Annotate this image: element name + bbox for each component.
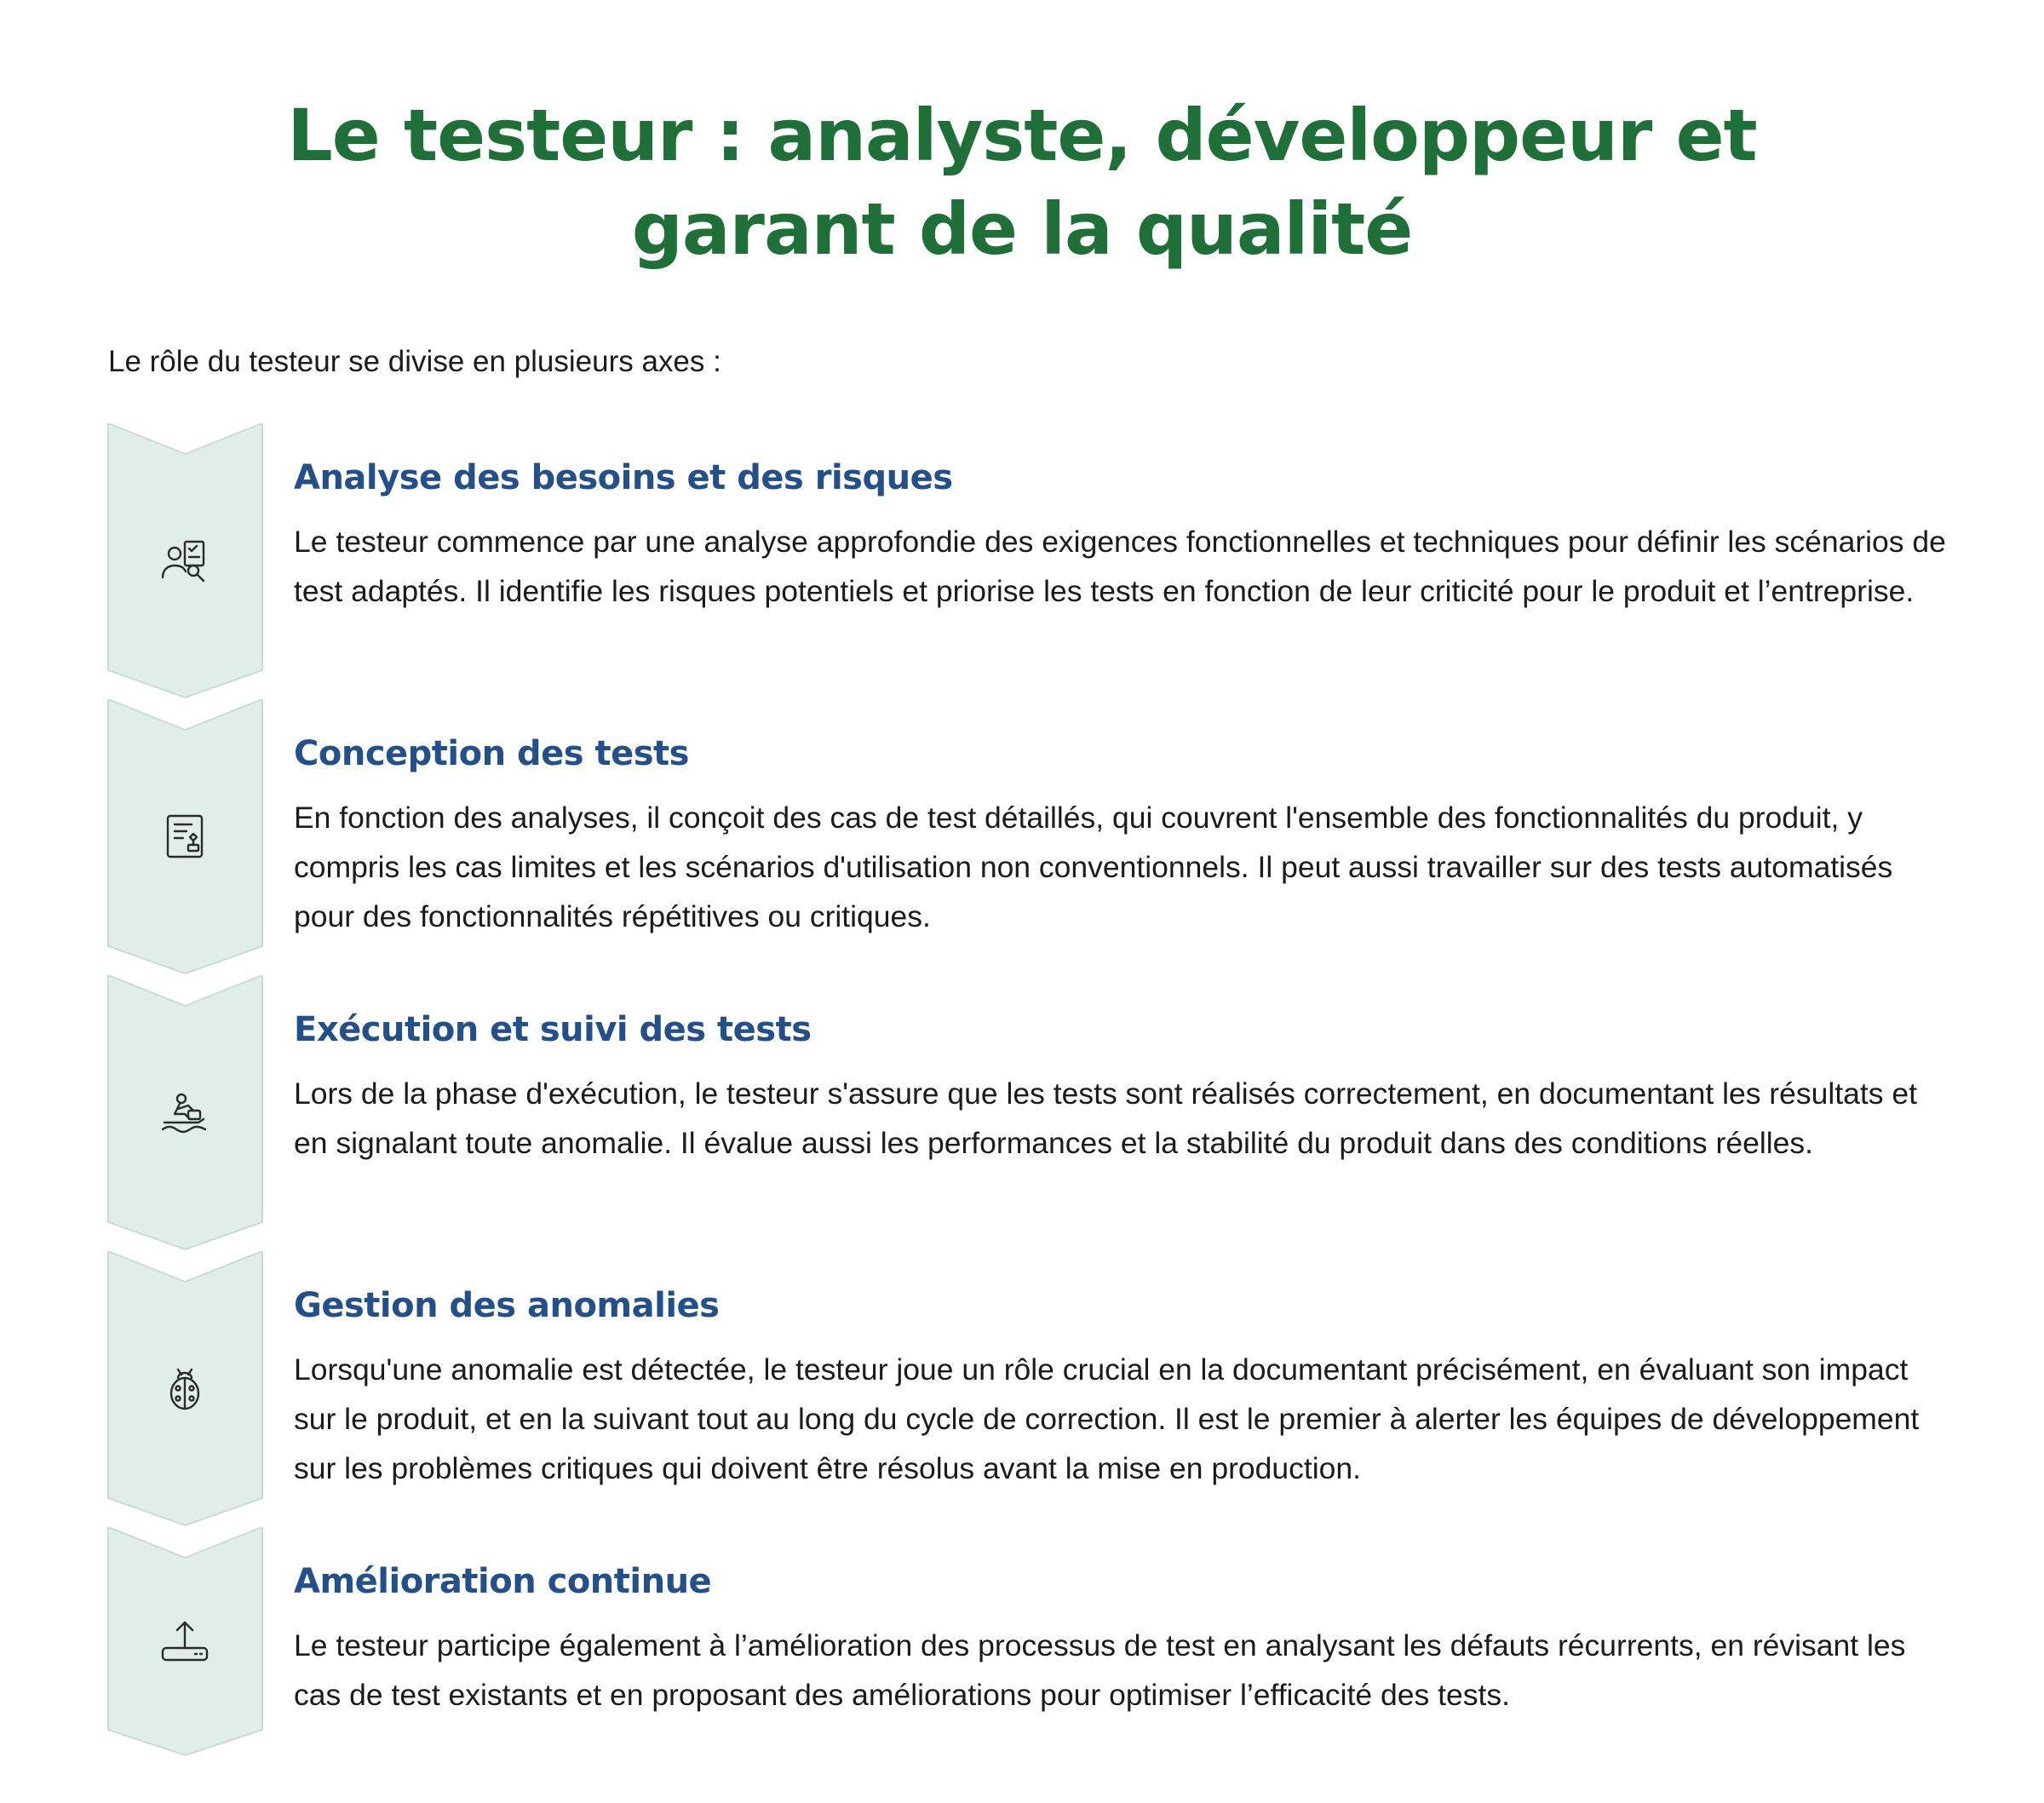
upload-tray-icon bbox=[159, 1616, 210, 1667]
intro-text: Le rôle du testeur se divise en plusieurs axes : bbox=[108, 345, 721, 378]
step-description: Lorsqu'une anomalie est détectée, le testeur joue un rôle crucial en la documentant précisément, en évaluant son impact sur le produit, et en la suivant tout au long du cycle de correction. Il est le premier à alerter les équipes de développement sur les problèmes critiques qui doivent être résolus avant la mise en production. bbox=[294, 1352, 1920, 1485]
bug-icon bbox=[159, 1363, 210, 1414]
page-title: Le testeur : analyste, développeur et garant de la qualité bbox=[287, 94, 1757, 271]
step-title: Gestion des anomalies bbox=[294, 1286, 720, 1325]
test-document-icon bbox=[159, 811, 210, 862]
step-title: Exécution et suivi des tests bbox=[294, 1010, 812, 1049]
step-description: En fonction des analyses, il conçoit des cas de test détaillés, qui couvrent l'ensemble des fonctionnalités du produit, y compris les cas limites et les scénarios d'utilisation non conventionnels. Il peut aussi travailler sur des tests automatisés pour des fonctionnalités répétitives ou critiques. bbox=[294, 801, 1893, 933]
needs-analysis-icon bbox=[159, 535, 210, 586]
step-title: Analyse des besoins et des risques bbox=[294, 458, 953, 497]
execution-person-icon bbox=[159, 1087, 210, 1138]
step-title: Conception des tests bbox=[294, 734, 689, 773]
step-description: Le testeur commence par une analyse approfondie des exigences fonctionnelles et techniques pour définir les scénarios de test adaptés. Il identifie les risques potentiels et priorise les tests en fonction de leur criticité pour le produit et l’entreprise. bbox=[294, 525, 1946, 608]
step-description: Le testeur participe également à l’amélioration des processus de test en analysant les défauts récurrents, en révisant les cas de test existants et en proposant des améliorations pour optimiser l’efficacité des tests. bbox=[294, 1628, 1906, 1712]
step-description: Lors de la phase d'exécution, le testeur s'assure que les tests sont réalisés correctement, en documentant les résultats et en signalant toute anomalie. Il évalue aussi les performances et la stabilité du produit dans des conditions réelles. bbox=[294, 1077, 1917, 1160]
step-title: Amélioration continue bbox=[294, 1562, 712, 1601]
